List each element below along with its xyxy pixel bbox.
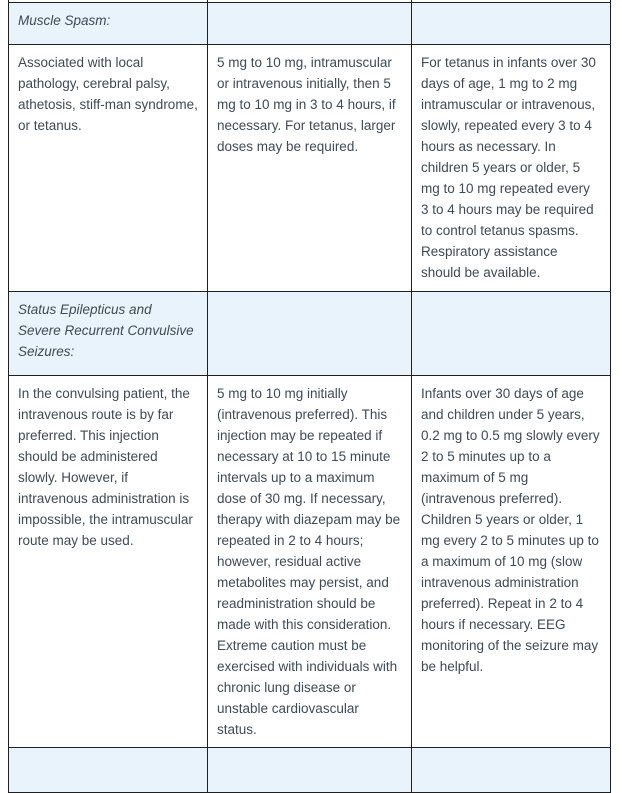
clipped-cell <box>9 748 208 793</box>
table-cell-adult-dose <box>208 45 412 292</box>
section-header-empty-cell <box>208 292 412 376</box>
section-header-empty-cell <box>412 3 611 45</box>
dosage-table <box>8 0 611 793</box>
clipped-cell <box>208 748 412 793</box>
table-cell-indication <box>9 45 208 292</box>
cell-text: In the convulsing patient, the intravenous route is by far preferred. This injection should be administered slowly. However, if intravenous administration is impossible, the intramuscular route may be used. <box>18 386 193 548</box>
clipped-cell <box>412 748 611 793</box>
section-header-cell <box>9 3 208 45</box>
section-header-row-status-epilepticus <box>9 292 611 376</box>
table-cell-indication <box>9 376 208 748</box>
table-cell-adult-dose <box>208 376 412 748</box>
section-header-empty-cell <box>208 3 412 45</box>
section-title: Status Epilepticus and Severe Recurrent Convulsive Seizures: <box>18 302 194 359</box>
table-cell-pediatric-dose <box>412 376 611 748</box>
content-row-status-epilepticus <box>9 376 611 748</box>
cell-text: Associated with local pathology, cerebral palsy, athetosis, stiff-man syndrome, or tetanus. <box>18 55 198 133</box>
cell-text: 5 mg to 10 mg, intramuscular or intravenous initially, then 5 mg to 10 mg in 3 to 4 hours, if necessary. For tetanus, larger doses may be required. <box>217 55 396 154</box>
section-header-empty-cell <box>412 292 611 376</box>
section-title: Muscle Spasm: <box>18 13 111 28</box>
table-cell-pediatric-dose <box>412 45 611 292</box>
cell-text: For tetanus in infants over 30 days of age, 1 mg to 2 mg intramuscular or intravenous, slowly, repeated every 3 to 4 hours as necessary. In children 5 years or older, 5 mg to 10 mg repeated every 3 to 4 hours may be required to control tetanus spasms. Respiratory assistance should be available. <box>421 55 596 280</box>
section-header-row-muscle-spasm <box>9 3 611 45</box>
cell-text: 5 mg to 10 mg initially (intravenous preferred). This injection may be repeated if necessary at 10 to 15 minute intervals up to a maximum dose of 30 mg. If necessary, therapy with diazepam may be repeated in 2 to 4 hours; however, residual active metabolites may persist, and readministration should be made with this consideration. Extreme caution must be exercised with individuals with chronic lung disease or unstable cardiovascular status. <box>217 386 401 737</box>
content-row-muscle-spasm <box>9 45 611 292</box>
cell-text: Infants over 30 days of age and children under 5 years, 0.2 mg to 0.5 mg slowly every 2 to 5 minutes up to a maximum of 5 mg (intravenous preferred). Children 5 years or older, 1 mg every 2 to 5 minutes up to a maximum of 10 mg (slow intravenous administration preferred). Repeat in 2 to 4 hours if necessary. EEG monitoring of the seizure may be helpful. <box>421 386 600 674</box>
clipped-bottom-row <box>9 748 611 793</box>
section-header-cell <box>9 292 208 376</box>
